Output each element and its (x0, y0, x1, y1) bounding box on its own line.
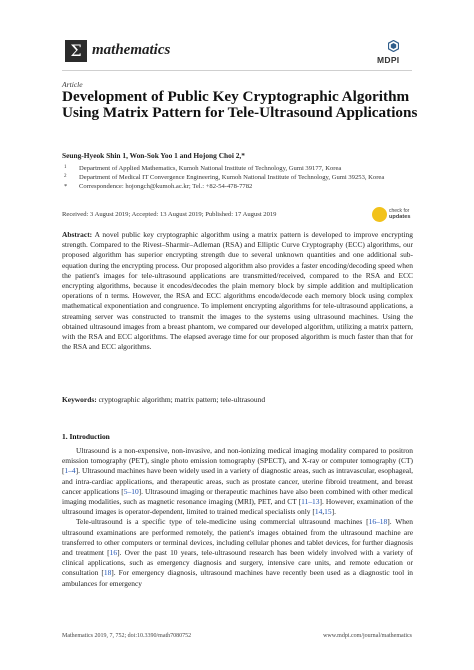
abstract-label: Abstract: (62, 230, 93, 239)
affiliation-text: Department of Applied Mathematics, Kumoh National Institute of Technology, Gumi 39177, Korea (79, 165, 342, 172)
footer-url[interactable]: www.mdpi.com/journal/mathematics (323, 633, 412, 639)
affiliation-item (62, 164, 412, 173)
citation-link[interactable]: 5–10 (123, 486, 139, 496)
abstract (62, 230, 413, 352)
keywords (62, 395, 413, 404)
badge-line-1: check for (389, 208, 410, 214)
affiliation-item (62, 173, 412, 182)
journal-logo (65, 40, 87, 62)
mdpi-hexagon-icon (388, 40, 399, 52)
publication-dates: Received: 3 August 2019; Accepted: 13 August 2019; Published: 17 August 2019 (62, 211, 277, 218)
badge-line-2: updates (389, 214, 411, 220)
article-type: Article (62, 80, 83, 89)
header-divider (62, 70, 412, 71)
affiliation-list (62, 164, 412, 191)
affiliation-text: Department of Medical IT Convergence Engineering, Kumoh National Institute of Technology, Gumi 39253, Korea (79, 174, 385, 181)
abstract-text: A novel public key cryptographic algorithm using a matrix pattern is developed to improve encrypting strength. Compared to the Rivest–Sharmir–Adleman (RSA) and Elliptic Curve Cryptography (ECC) algorithms, our proposed algorithm has superior encrypting strength due to several unknown quantities and one additional sub-equation during the encrypting process. Our proposed algorithm also provides a faster encoding/decoding speed when the patient's images for tele-ultrasound applications are transmitted/received, compared to the RSA and ECC encrypting algorithms, because it encodes/decodes the plain memory block by simple addition and multiplication operations of n terms. However, the RSA and ECC algorithms encode/decode each memory block using complex mathematical exponentiation and congruence. To implement encrypting algorithms for tele-ultrasound applications, a streaming server was constructed to transmit the images to the systems using ultrasound machines. Using the obtained ultrasound images from a breast phantom, we compared our developed algorithm, utilizing a matrix pattern, with the RSA and ECC algorithms. The elapsed average time for our proposed algorithm is much faster than that for the RSA and ECC algorithms. (62, 230, 413, 352)
correspondence-mark: * (64, 183, 68, 190)
section-heading: 1. Introduction (62, 432, 110, 441)
update-check-icon (372, 207, 387, 222)
citation-link[interactable]: 16–18 (368, 517, 388, 527)
citation-link[interactable]: 15 (324, 507, 332, 517)
journal-name: mathematics (92, 42, 171, 58)
citation-link[interactable]: 11–13 (301, 497, 320, 507)
footer-citation: Mathematics 2019, 7, 752; doi:10.3390/math7080752 (62, 633, 192, 639)
affiliation-number: 2 (64, 174, 67, 179)
introduction-body (62, 446, 413, 589)
article-title: Development of Public Key Cryptographic Algorithm Using Matrix Pattern for Tele-Ultrasound Applications (62, 88, 418, 122)
keywords-text: cryptographic algorithm; matrix pattern; tele-ultrasound (98, 395, 266, 404)
citation-link[interactable]: 14 (314, 507, 323, 517)
affiliation-number: 1 (64, 165, 67, 170)
badge-label (389, 208, 410, 220)
paragraph: Tele-ultrasound is a specific type of tele-medicine using commercial ultrasound machines [16–18]. When ultrasound examinations are performed remotely, the patient's images obtained from the ultrasound machine are transferred to other computers or terminal devices, including cellular phones and tablet devices, for further diagnosis and treatment [16]. Over the past 10 years, tele-ultrasound research has been widely involved with a variety of clinical applications, such as emergency diagnosis and surgery, intensive care units, and remote education or consultation [18]. For emergency diagnosis, ultrasound machines have recently been used as a diagnostic tool in ambulances for emergency (62, 517, 413, 588)
citation-link[interactable]: 1–4 (64, 466, 76, 476)
sigma-logo-icon: Σ (70, 41, 82, 60)
publisher-name: MDPI (377, 55, 400, 65)
paragraph: Ultrasound is a non-expensive, non-invasive, and non-ionizing medical imaging modality compared to positron emission tomography (PET), single photo emission tomography (SPECT), and X-ray or computer tomography (CT) [1–4]. Ultrasound machines have been widely used in a variety of diagnostic areas, such as intravascular, esophageal, and intra-cardiac applications, and therapeutic areas, such as prostate cancer, uterine fibroid treatment, and breast cancer applications [5–10]. Ultrasound imaging or therapeutic machines have also been combined with other medical imaging modalities, such as magnetic resonance imaging (MRI), PET, and CT [11–13]. However, examination of the ultrasound images is operator-dependent, limited to trained medical specialists only [14,15]. (62, 446, 413, 517)
keywords-label: Keywords: (62, 395, 97, 404)
check-for-updates-badge[interactable] (372, 205, 418, 225)
citation-link[interactable]: 18 (103, 568, 112, 578)
author-list: Seung-Hyeok Shin 1, Won-Sok Yoo 1 and Hojong Choi 2,* (62, 151, 245, 160)
publisher-logo (376, 40, 410, 66)
correspondence (62, 182, 412, 191)
citation-link[interactable]: 16 (109, 548, 118, 558)
correspondence-text[interactable]: Correspondence: hojongch@kumoh.ac.kr; Tel.: +82-54-478-7782 (79, 183, 253, 190)
